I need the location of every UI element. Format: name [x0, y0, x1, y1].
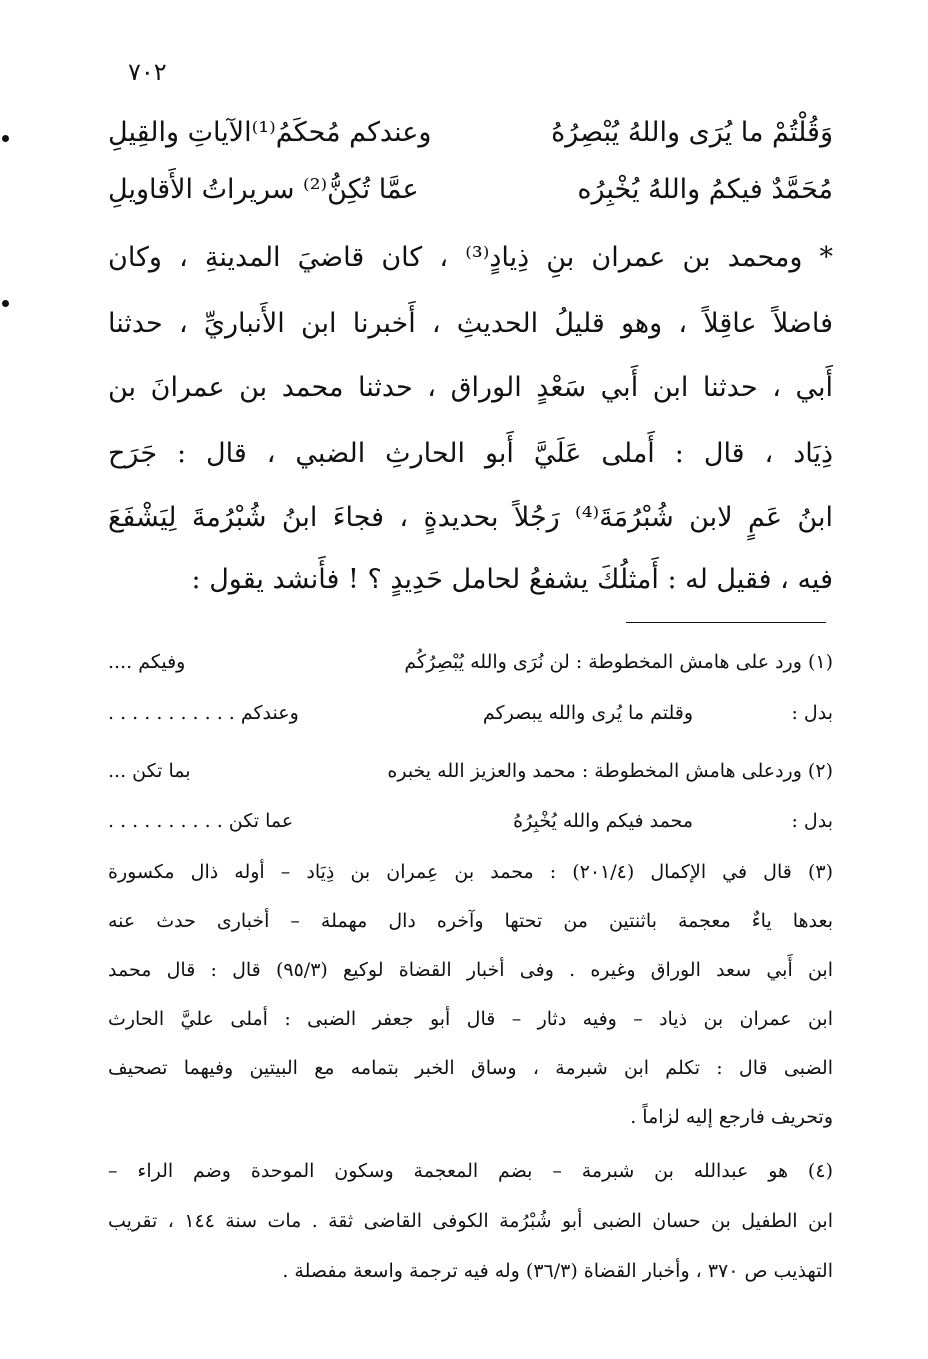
body-text-line: ذِيَاد ، قال : أَملى عَلَيَّ أَبو الحارثِ الضبي ، قال : جَرَح [108, 438, 833, 469]
footnote-text: وقلتم ما يُرى والله يبصركم [482, 702, 693, 724]
body-text-line: ابنُ عَمٍ لابن شُبْرُمَةَ⁽⁴⁾ رَجُلاً بحديدةٍ ، فجاءَ ابنُ شُبْرُمةَ لِيَشْفَعَ [108, 502, 833, 533]
page-number: ٧٠٢ [128, 58, 167, 86]
footnote-label: بدل : [791, 810, 833, 832]
footnote-2-line [108, 750, 833, 792]
margin-dot [2, 135, 9, 142]
verse-second-hemistich: وعندكم مُحكَمُ⁽¹⁾الآياتِ والقِيلِ [108, 117, 432, 148]
footnote-4-line: (٤) هو عبدالله بن شبرمة – بضم المعجمة وسكون الموحدة وضم الراء – [108, 1160, 833, 1182]
footnote-label: بدل : [791, 702, 833, 724]
footnote-3-line: (٣) قال في الإكمال (٢٠١/٤) : محمد بن عِمران بن ذِيَاد – أوله ذال مكسورة [108, 861, 833, 883]
footnote-4-line: ابن الطفيل بن حسان الضبى أبو شُبْرُمة الكوفى القاضى ثقة . مات سنة ١٤٤ ، تقريب [108, 1210, 833, 1232]
footnote-text: عما تكن . . . . . . . . . . [108, 810, 294, 832]
footnote-text: محمد فيكم والله يُخْبِرُهُ [513, 810, 693, 832]
footnote-text: بما تكن ... [108, 760, 191, 782]
footnote-3-line: ابن عمران بن ذياد – وفيه دثار – قال أبو جعفر الضبى : أملى عليَّ الحارث [108, 1008, 833, 1030]
footnote-3-line: الضبى قال : تكلم ابن شبرمة ، وساق الخبر بتمامه مع البيتين وفيهما تصحيف [108, 1057, 833, 1079]
footnote-1-line [108, 692, 833, 734]
poem-verse [108, 165, 833, 215]
footnote-text: وعندكم . . . . . . . . . . . [108, 702, 299, 724]
body-text-line: أَبي ، حدثنا ابن أَبي سَعْدٍ الوراق ، حدثنا محمد بن عمرانَ بن [108, 372, 833, 403]
poem-verse [108, 108, 833, 158]
footnote-separator [626, 622, 826, 623]
body-text-line: * ومحمد بن عمران بنِ ذِيادٍ⁽³⁾ ، كان قاضيَ المدينةِ ، وكان [108, 242, 833, 273]
verse-first-hemistich: مُحَمَّدٌ فيكمُ واللهُ يُخْبِرُه [577, 174, 833, 205]
footnote-2-line [108, 800, 833, 842]
verse-second-hemistich: عمَّا تُكِنُّ⁽²⁾ سريراتُ الأَقاويلِ [108, 174, 419, 205]
footnote-text: (٢) وردعلى هامش المخطوطة : محمد والعزيز الله يخبره [387, 760, 833, 782]
verse-first-hemistich: وَقُلْتُمْ ما يُرَى واللهُ يُبْصِرُهُ [551, 117, 833, 148]
footnote-3-line: بعدها ياءٌ معجمة باثنتين من تحتها وآخره دال مهملة – أخبارى حدث عنه [108, 910, 833, 932]
margin-dot [2, 300, 9, 307]
footnote-text: وفيكم .... [108, 651, 186, 673]
body-text-line: فيه ، فقيل له : أَمثلُكَ يشفعُ لحامل حَدِيدٍ ؟ ! فأَنشد يقول : [191, 564, 833, 595]
footnote-4-line: التهذيب ص ٣٧٠ ، وأخبار القضاة (٣٦/٣) وله فيه ترجمة واسعة مفصلة . [282, 1260, 833, 1282]
body-text-line: فاضلاً عاقِلاً ، وهو قليلُ الحديثِ ، أَخبرنا ابن الأَنباريِّ ، حدثنا [108, 308, 833, 339]
footnote-1-line [108, 641, 833, 683]
footnote-text: (١) ورد على هامش المخطوطة : لن نُرَى والله يُبْصِرُكُم [404, 651, 833, 673]
footnote-3-line: وتحريف فارجع إليه لزاماً . [630, 1106, 833, 1128]
footnote-3-line: ابن أَبي سعد الوراق وغيره . وفى أخبار القضاة لوكيع (٩٥/٣) قال : قال محمد [108, 959, 833, 981]
